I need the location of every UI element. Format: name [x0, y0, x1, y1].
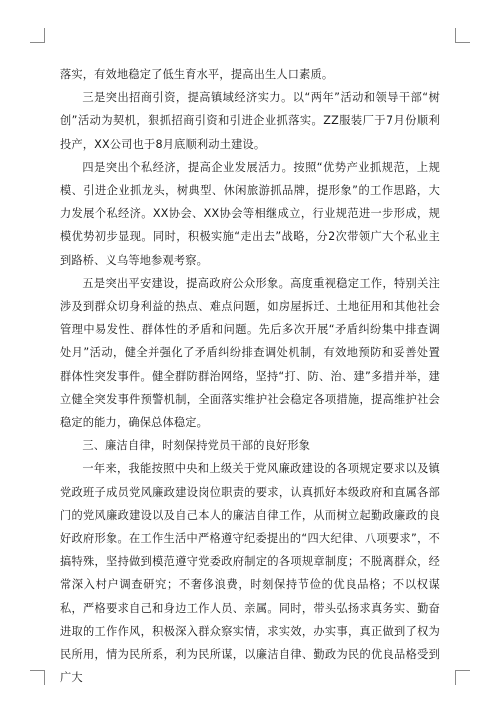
paragraph-investment: 三是突出招商引资，提高镇域经济实力。以“两年”活动和领导干部“树创”活动为契机，狠抓招商引资和引进企业抓落实。ZZ服装厂于7月份顺利投产，XX公司也于8月底顺利动土建设。 [60, 91, 440, 151]
document-body [60, 63, 440, 689]
paragraph-safety: 五是突出平安建设，提高政府公众形象。高度重视稳定工作，特别关注涉及到群众切身利益的热点、难点问题，如房屋拆迁、土地征用和其他社会管理中易发性、群体性的矛盾和问题。先后多次开展“矛盾纠纷集中排查调处月”活动，健全并强化了矛盾纠纷排查调处机制，有效地预防和妥善处置群体性突发事件。健全群防群治网络，坚持“打、防、治、建”多措并举，建立健全突发事件预警机制，全面落实维护社会稳定各项措施，提高维护社会稳定的能力，确保总体稳定。 [60, 276, 440, 430]
crop-mark-bottom-right [455, 670, 470, 685]
paragraph-integrity: 一年来，我能按照中央和上级关于党风廉政建设的各项规定要求以及镇党政班子成员党风廉政建设岗位职责的要求，认真抓好本级政府和直属各部门的党风廉政建设以及自己本人的廉洁自律工作，从而树立起勤政廉政的良好政府形象。在工作生活中严格遵守纪委提出的“四大纪律、八项要求”，不搞特殊，坚持做到模范遵守党委政府制定的各项规章制度；不脱离群众，经常深入村户调查研究；不奢侈浪费，时刻保持节俭的优良品格；不以权谋私，严格要求自己和身边工作人员、亲属。同时，带头弘扬求真务实、勤奋进取的工作作风，积极深入群众察实情，求实效，办实事，真正做到了权为民所用，情为民所系，利为民所谋，以廉洁自律、勤政为民的优良品格受到广大 [60, 462, 440, 685]
paragraph-continuation: 落实，有效地稳定了低生育水平，提高出生人口素质。 [60, 68, 334, 81]
crop-mark-top-left [30, 28, 45, 43]
crop-mark-bottom-left [30, 670, 45, 685]
paragraph-private-economy: 四是突出个私经济，提高企业发展活力。按照“优势产业抓规范，上规模、引进企业抓龙头，树典型、休闲旅游抓品牌，提形象”的工作思路，大力发展个私经济。XX协会、XX协会等相继成立，行业规范进一步形成，规模优势初步显现。同时，积极实施“走出去”战略，分2次带领广大个私业主到路桥、义乌等地参观考察。 [60, 160, 440, 267]
crop-mark-top-right [455, 28, 470, 43]
section-heading-integrity: 三、廉洁自律，时刻保持党员干部的良好形象 [82, 439, 311, 453]
